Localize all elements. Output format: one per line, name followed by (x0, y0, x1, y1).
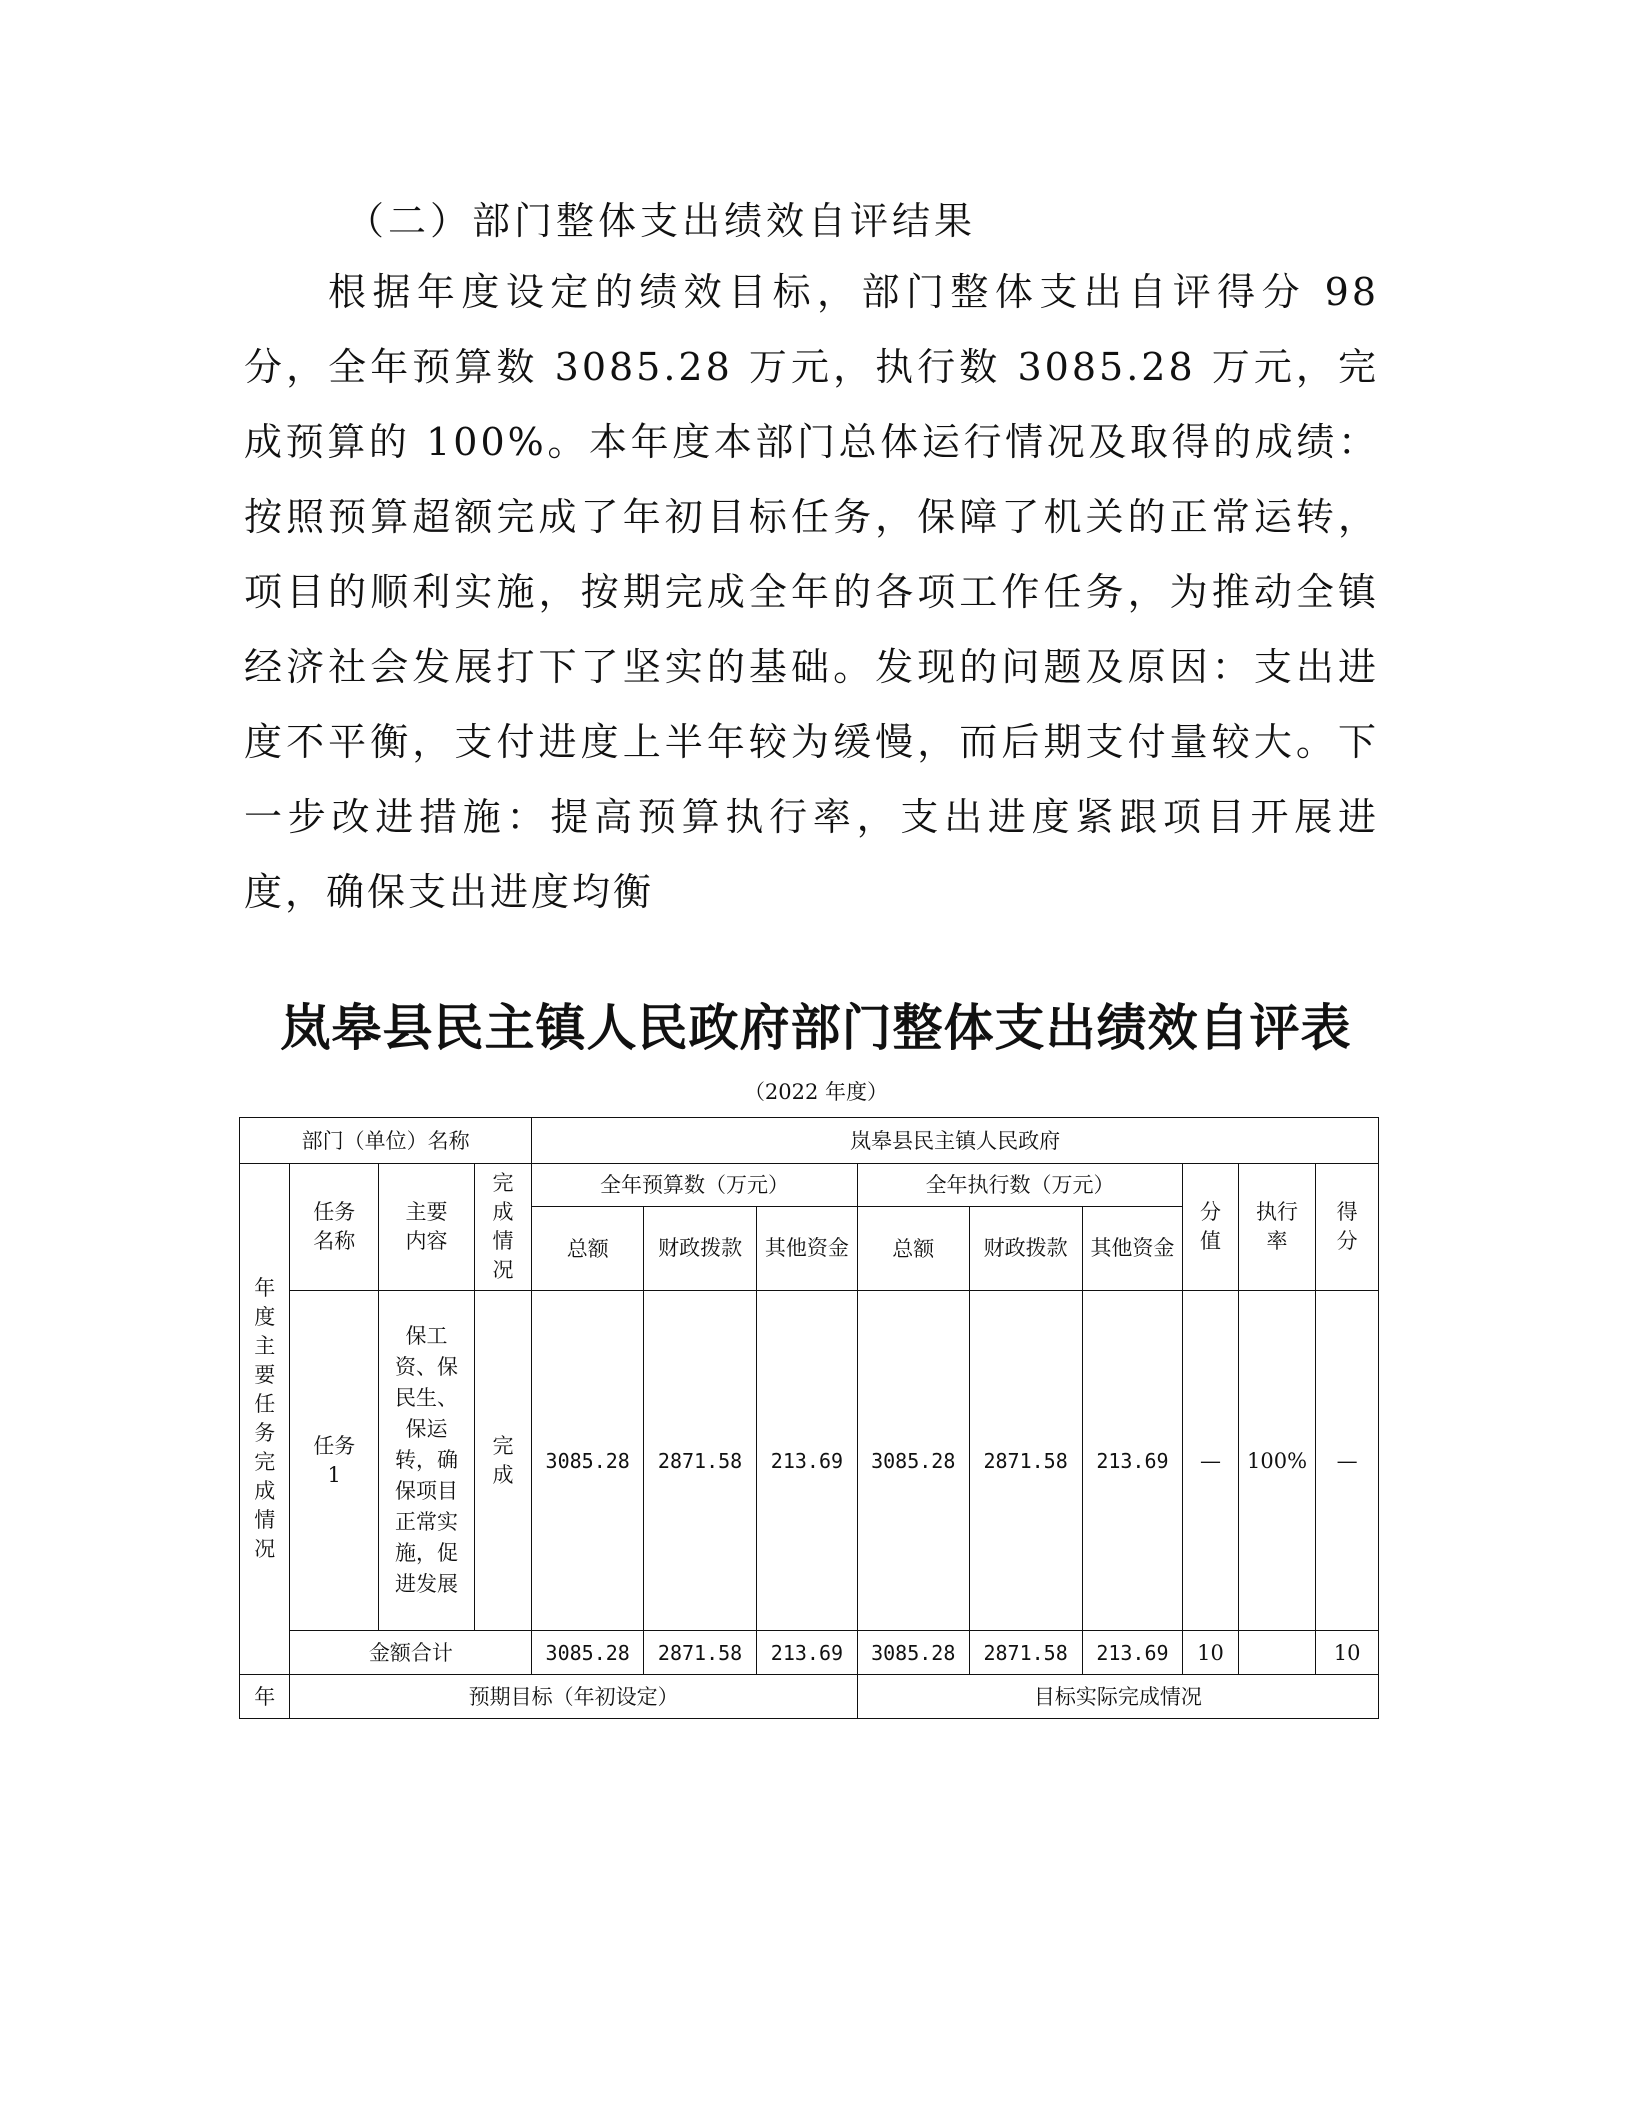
header-exec-fiscal: 财政拨款 (969, 1207, 1082, 1291)
total-budget-fiscal: 2871.58 (644, 1631, 757, 1675)
dept-row (240, 1118, 1379, 1164)
header-score-value: 分值 (1183, 1164, 1238, 1291)
header-exec-group: 全年执行数（万元） (857, 1164, 1183, 1207)
total-exec-other: 213.69 (1082, 1631, 1183, 1675)
header-exec-other: 其他资金 (1082, 1207, 1183, 1291)
dept-value: 岚皋县民主镇人民政府 (532, 1118, 1379, 1164)
task-score-value: — (1183, 1291, 1238, 1631)
header-main-content: 主要内容 (379, 1164, 475, 1291)
total-exec-total: 3085.28 (857, 1631, 969, 1675)
task-budget-fiscal: 2871.58 (644, 1291, 757, 1631)
total-exec-rate (1238, 1631, 1316, 1675)
task-completion-status: 完成 (474, 1291, 531, 1631)
header-budget-group: 全年预算数（万元） (532, 1164, 858, 1207)
task-row (240, 1291, 1379, 1631)
header-budget-total: 总额 (532, 1207, 644, 1291)
header-exec-total: 总额 (857, 1207, 969, 1291)
goals-side: 年 (240, 1675, 290, 1719)
table-year: （2022 年度） (743, 1080, 889, 1104)
task-exec-fiscal: 2871.58 (969, 1291, 1082, 1631)
total-score-value: 10 (1183, 1631, 1238, 1675)
task-exec-other: 213.69 (1082, 1291, 1183, 1631)
task-exec-rate: 100% (1238, 1291, 1316, 1631)
section-heading: （二）部门整体支出绩效自评结果 (346, 199, 977, 243)
paragraph-text: 根据年度设定的绩效目标，部门整体支出自评得分 98 分，全年预算数 3085.28 万元，执行数 3085.28 万元，完成预算的 100%。本年度本部门总体运行情况及取得的成绩：按照预算超额完成了年初目标任务，保障了机关的正常运转，项目的顺利实施，按期完成全年的各项工作任务，为推动全镇经济社会发展打下了坚实的基础。发现的问题及原因：支出进度不平衡，支付进度上半年较为缓慢，而后期支付量较大。下一步改进措施：提高预算执行率，支出进度紧跟项目开展进度，确保支出进度均衡 (244, 270, 1379, 914)
task-score: — (1316, 1291, 1379, 1631)
task-budget-total: 3085.28 (532, 1291, 644, 1631)
header-budget-fiscal: 财政拨款 (644, 1207, 757, 1291)
table-title: 岚皋县民主镇人民政府部门整体支出绩效自评表 (280, 998, 1352, 1057)
goals-row (240, 1675, 1379, 1719)
side-label-cell (240, 1164, 290, 1675)
header-task-name: 任务名称 (290, 1164, 379, 1291)
body-paragraph (244, 255, 1379, 930)
header-row-1 (240, 1164, 1379, 1207)
total-label: 金额合计 (290, 1631, 532, 1675)
goals-expected: 预期目标（年初设定） (290, 1675, 857, 1719)
task-name: 任务1 (290, 1291, 379, 1631)
header-completion-status: 完成情况 (474, 1164, 531, 1291)
total-exec-fiscal: 2871.58 (969, 1631, 1082, 1675)
goals-actual: 目标实际完成情况 (857, 1675, 1378, 1719)
header-exec-rate: 执行率 (1238, 1164, 1316, 1291)
header-score: 得分 (1316, 1164, 1379, 1291)
dept-label: 部门（单位）名称 (240, 1118, 532, 1164)
side-label: 年度主要任务完成情况 (254, 1276, 276, 1561)
task-main-content: 保工资、保民生、保运转，确保项目正常实施，促进发展 (379, 1291, 475, 1631)
task-budget-other: 213.69 (757, 1291, 858, 1631)
total-budget-total: 3085.28 (532, 1631, 644, 1675)
total-score: 10 (1316, 1631, 1379, 1675)
total-row (240, 1631, 1379, 1675)
header-budget-other: 其他资金 (757, 1207, 858, 1291)
total-budget-other: 213.69 (757, 1631, 858, 1675)
evaluation-table (239, 1117, 1379, 1719)
task-exec-total: 3085.28 (857, 1291, 969, 1631)
